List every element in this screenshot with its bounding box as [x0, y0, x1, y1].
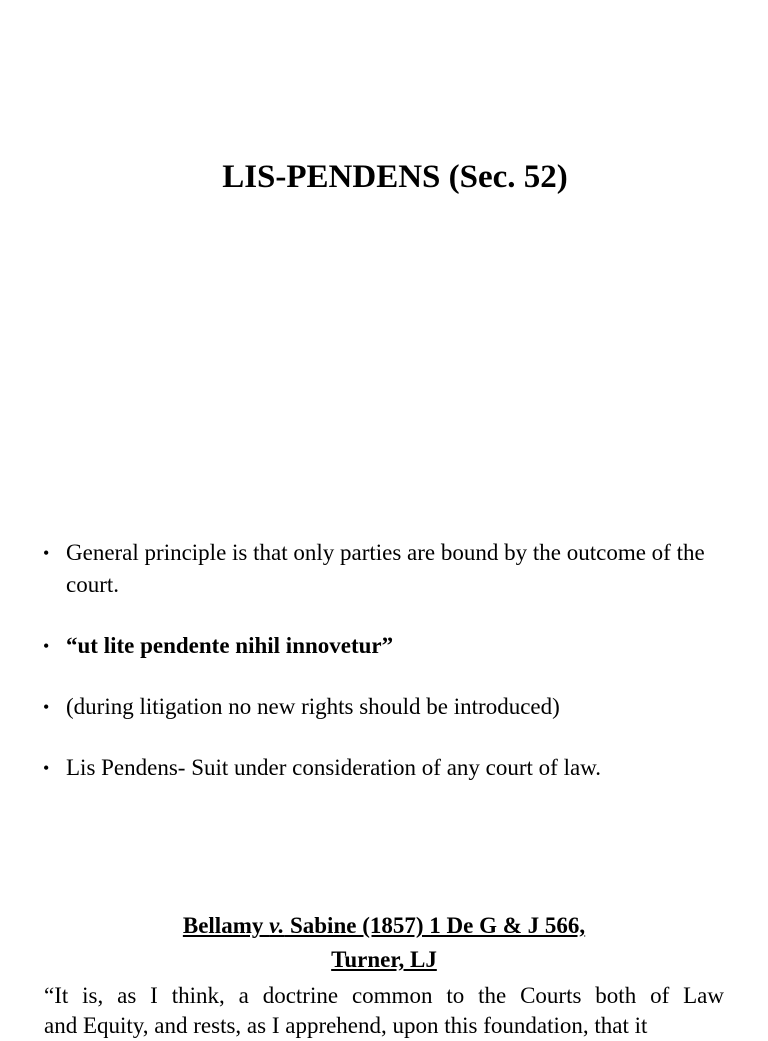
bullet-item [40, 752, 740, 784]
bullet-text: (during litigation no new rights should be introduced) [66, 694, 560, 719]
latin-maxim: “ut lite pendente nihil innovetur” [66, 633, 394, 658]
case-citation-line: Bellamy v. Sabine (1857) 1 De G & J 566, [182, 913, 586, 938]
bullet-text: General principle is that only parties are bound by the outcome of the court. [66, 540, 705, 597]
quote-line: and Equity, and rests, as I apprehend, upon this foundation, that it [44, 1013, 648, 1038]
bullet-icon: • [43, 543, 50, 563]
case-citation [0, 909, 768, 977]
bullet-icon: • [43, 636, 50, 656]
bullet-icon: • [43, 697, 50, 717]
bullet-item [40, 630, 740, 662]
case-judge-line: Turner, LJ [331, 947, 437, 972]
slide-title: LIS-PENDENS (Sec. 52) [222, 159, 568, 195]
bullet-list [40, 537, 740, 813]
quote-line: “It is, as I think, a doctrine common to the Courts both of Law [44, 983, 724, 1008]
bullet-text: Lis Pendens- Suit under consideration of any court of law. [66, 755, 602, 780]
bullet-item [40, 691, 740, 723]
bullet-icon: • [43, 758, 50, 778]
bullet-item [40, 537, 740, 601]
